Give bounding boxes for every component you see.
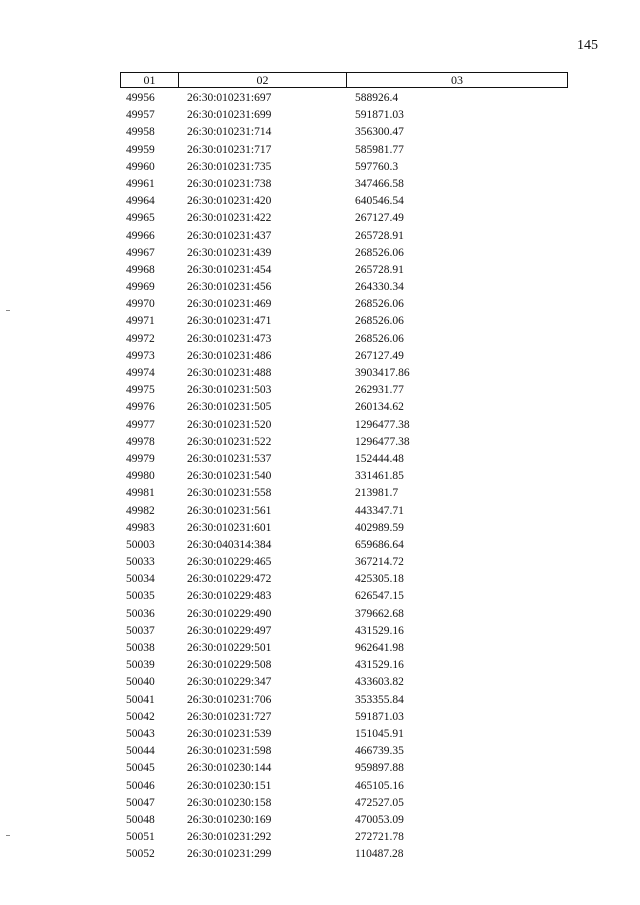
row-number-cell: 49978 [126,435,155,448]
table-row [0,571,640,588]
value-cell: 962641.98 [355,642,404,654]
table-row [0,537,640,554]
value-cell: 268526.06 [355,315,404,328]
value-cell: 425305.18 [355,573,404,586]
value-cell: 588926.4 [355,92,399,104]
value-cell: 262931.77 [355,384,404,397]
table-row [0,142,640,159]
cadastral-number-cell: 26:30:010231:522 [187,435,272,448]
row-number-cell: 49972 [126,332,155,345]
cadastral-number-cell: 26:30:010229:497 [187,624,272,637]
column-header-03: 03 [451,73,463,87]
value-cell: 433603.82 [355,676,404,689]
value-cell: 272721.78 [355,831,404,844]
table-row [0,726,640,743]
row-number-cell: 49976 [126,401,155,414]
row-number-cell: 50034 [126,573,155,586]
row-number-cell: 50035 [126,590,155,603]
row-number-cell: 50037 [126,624,155,637]
value-cell: 472527.05 [355,796,404,809]
row-number-cell: 49956 [126,92,155,104]
row-number-cell: 49979 [126,452,155,465]
value-cell: 260134.62 [355,401,404,414]
row-number-cell: 49967 [126,246,155,259]
cadastral-number-cell: 26:30:010231:292 [187,831,272,844]
row-number-cell: 49974 [126,367,155,379]
cadastral-number-cell: 26:30:010229:347 [187,676,272,689]
column-header-02: 02 [256,73,269,87]
cadastral-number-cell: 26:30:010230:144 [187,762,272,775]
value-cell: 265728.91 [355,263,404,276]
cadastral-number-cell: 26:30:010231:598 [187,745,272,758]
cadastral-number-cell: 26:30:010231:601 [187,521,272,534]
table-row [0,760,640,777]
row-number-cell: 50044 [126,745,155,758]
value-cell: 431529.16 [355,624,404,637]
cadastral-number-cell: 26:30:010231:699 [187,109,272,122]
cadastral-number-cell: 26:30:010231:299 [187,848,272,861]
cadastral-number-cell: 26:30:010231:727 [187,710,272,723]
row-number-cell: 49958 [126,126,155,139]
cadastral-number-cell: 26:30:010231:537 [187,452,272,465]
value-cell: 264330.34 [355,281,404,294]
row-number-cell: 49969 [126,281,155,294]
value-cell: 367214.72 [355,556,404,569]
table-row [0,812,640,829]
table-row [0,382,640,399]
table-row [0,313,640,330]
cadastral-number-cell: 26:30:010231:422 [187,212,272,225]
value-cell: 356300.47 [355,126,404,139]
value-cell: 268526.06 [355,332,404,345]
row-number-cell: 49971 [126,315,155,328]
value-cell: 267127.49 [355,349,404,362]
table-row [0,588,640,605]
cadastral-number-cell: 26:30:010229:501 [187,642,272,654]
table-header [120,72,568,88]
table-row [0,451,640,468]
row-number-cell: 49977 [126,418,155,431]
table-row [0,623,640,640]
cadastral-number-cell: 26:30:010229:508 [187,659,272,672]
table-row [0,434,640,451]
margin-mark [6,835,10,836]
table-row [0,520,640,537]
value-cell: 591871.03 [355,109,404,122]
table-row [0,262,640,279]
value-cell: 443347.71 [355,504,404,517]
cadastral-number-cell: 26:30:010229:472 [187,573,272,586]
cadastral-number-cell: 26:30:010231:520 [187,418,272,431]
cadastral-number-cell: 26:30:010230:151 [187,779,272,792]
cadastral-number-cell: 26:30:010231:539 [187,727,272,740]
row-number-cell: 50041 [126,693,155,706]
value-cell: 331461.85 [355,470,404,483]
row-number-cell: 49960 [126,160,155,173]
cadastral-number-cell: 26:30:010231:503 [187,384,272,397]
table-row [0,554,640,571]
table-row [0,348,640,365]
cadastral-number-cell: 26:30:010231:456 [187,281,272,294]
table-row [0,193,640,210]
value-cell: 626547.15 [355,590,404,603]
table-row [0,846,640,863]
value-cell: 591871.03 [355,710,404,723]
value-cell: 585981.77 [355,143,404,156]
cadastral-number-cell: 26:30:010231:558 [187,487,272,500]
value-cell: 470053.09 [355,813,404,826]
row-number-cell: 50039 [126,659,155,672]
row-number-cell: 49965 [126,212,155,225]
cadastral-number-cell: 26:30:010231:420 [187,195,272,208]
cadastral-number-cell: 26:30:010231:714 [187,126,272,139]
row-number-cell: 50038 [126,642,155,654]
cadastral-number-cell: 26:30:010231:437 [187,229,272,242]
value-cell: 466739.35 [355,745,404,758]
cadastral-number-cell: 26:30:010229:483 [187,590,272,603]
table-row [0,829,640,846]
value-cell: 431529.16 [355,659,404,672]
cadastral-number-cell: 26:30:010231:454 [187,263,272,276]
row-number-cell: 49966 [126,229,155,242]
table-row [0,503,640,520]
table-row [0,657,640,674]
table-body [0,90,640,863]
cadastral-number-cell: 26:30:040314:384 [187,538,272,551]
cadastral-number-cell: 26:30:010231:706 [187,693,272,706]
value-cell: 268526.06 [355,246,404,259]
table-row [0,159,640,176]
cadastral-number-cell: 26:30:010230:169 [187,813,272,826]
value-cell: 152444.48 [355,452,404,465]
row-number-cell: 50047 [126,796,155,809]
row-number-cell: 50003 [126,538,155,551]
row-number-cell: 49983 [126,521,155,534]
row-number-cell: 49975 [126,384,155,397]
value-cell: 3903417.86 [355,367,410,379]
value-cell: 402989.59 [355,521,404,534]
value-cell: 1296477.38 [355,435,410,448]
cadastral-number-cell: 26:30:010231:735 [187,160,272,173]
table-row [0,90,640,107]
value-cell: 640546.54 [355,195,404,208]
table-row [0,176,640,193]
table-row [0,778,640,795]
row-number-cell: 49970 [126,298,155,311]
table-row [0,210,640,227]
row-number-cell: 49964 [126,195,155,208]
row-number-cell: 49968 [126,263,155,276]
row-number-cell: 50048 [126,813,155,826]
row-number-cell: 49981 [126,487,155,500]
row-number-cell: 49982 [126,504,155,517]
margin-mark [6,310,10,311]
value-cell: 353355.84 [355,693,404,706]
row-number-cell: 50051 [126,831,155,844]
row-number-cell: 49961 [126,177,155,190]
cadastral-number-cell: 26:30:010231:717 [187,143,272,156]
page-number: 145 [577,38,598,53]
value-cell: 347466.58 [355,177,404,190]
table-row [0,228,640,245]
cadastral-number-cell: 26:30:010231:471 [187,315,272,328]
row-number-cell: 49980 [126,470,155,483]
table-row [0,674,640,691]
cadastral-number-cell: 26:30:010230:158 [187,796,272,809]
table-row [0,399,640,416]
row-number-cell: 49959 [126,143,155,156]
cadastral-number-cell: 26:30:010231:505 [187,401,272,414]
row-number-cell: 50033 [126,556,155,569]
cadastral-number-cell: 26:30:010231:439 [187,246,272,259]
table-row [0,279,640,296]
cadastral-number-cell: 26:30:010231:738 [187,177,272,190]
value-cell: 379662.68 [355,607,404,620]
table-row [0,640,640,657]
cadastral-number-cell: 26:30:010231:697 [187,92,272,104]
cadastral-number-cell: 26:30:010231:473 [187,332,272,345]
value-cell: 268526.06 [355,298,404,311]
column-header-01: 01 [143,73,156,87]
value-cell: 597760.3 [355,160,399,173]
row-number-cell: 50045 [126,762,155,775]
cadastral-number-cell: 26:30:010229:490 [187,607,272,620]
cadastral-number-cell: 26:30:010231:561 [187,504,272,517]
value-cell: 959897.88 [355,762,404,775]
table-row [0,743,640,760]
value-cell: 1296477.38 [355,418,410,431]
cadastral-number-cell: 26:30:010231:540 [187,470,272,483]
table-row [0,107,640,124]
row-number-cell: 49957 [126,109,155,122]
value-cell: 213981.7 [355,487,399,500]
table-row [0,331,640,348]
row-number-cell: 50046 [126,779,155,792]
table-row [0,485,640,502]
table-row [0,245,640,262]
table-row [0,795,640,812]
table-row [0,692,640,709]
cadastral-number-cell: 26:30:010229:465 [187,556,272,569]
table-row [0,468,640,485]
value-cell: 151045.91 [355,727,404,740]
table-row [0,365,640,382]
row-number-cell: 50052 [126,848,155,861]
value-cell: 265728.91 [355,229,404,242]
row-number-cell: 50043 [126,727,155,740]
row-number-cell: 49973 [126,349,155,362]
table-row [0,709,640,726]
value-cell: 465105.16 [355,779,404,792]
cadastral-number-cell: 26:30:010231:488 [187,367,272,379]
row-number-cell: 50036 [126,607,155,620]
value-cell: 110487.28 [355,848,404,861]
table-row [0,124,640,141]
value-cell: 267127.49 [355,212,404,225]
cadastral-number-cell: 26:30:010231:469 [187,298,272,311]
row-number-cell: 50042 [126,710,155,723]
row-number-cell: 50040 [126,676,155,689]
table-row [0,417,640,434]
table-row [0,296,640,313]
value-cell: 659686.64 [355,538,404,551]
cadastral-number-cell: 26:30:010231:486 [187,349,272,362]
table-row [0,606,640,623]
